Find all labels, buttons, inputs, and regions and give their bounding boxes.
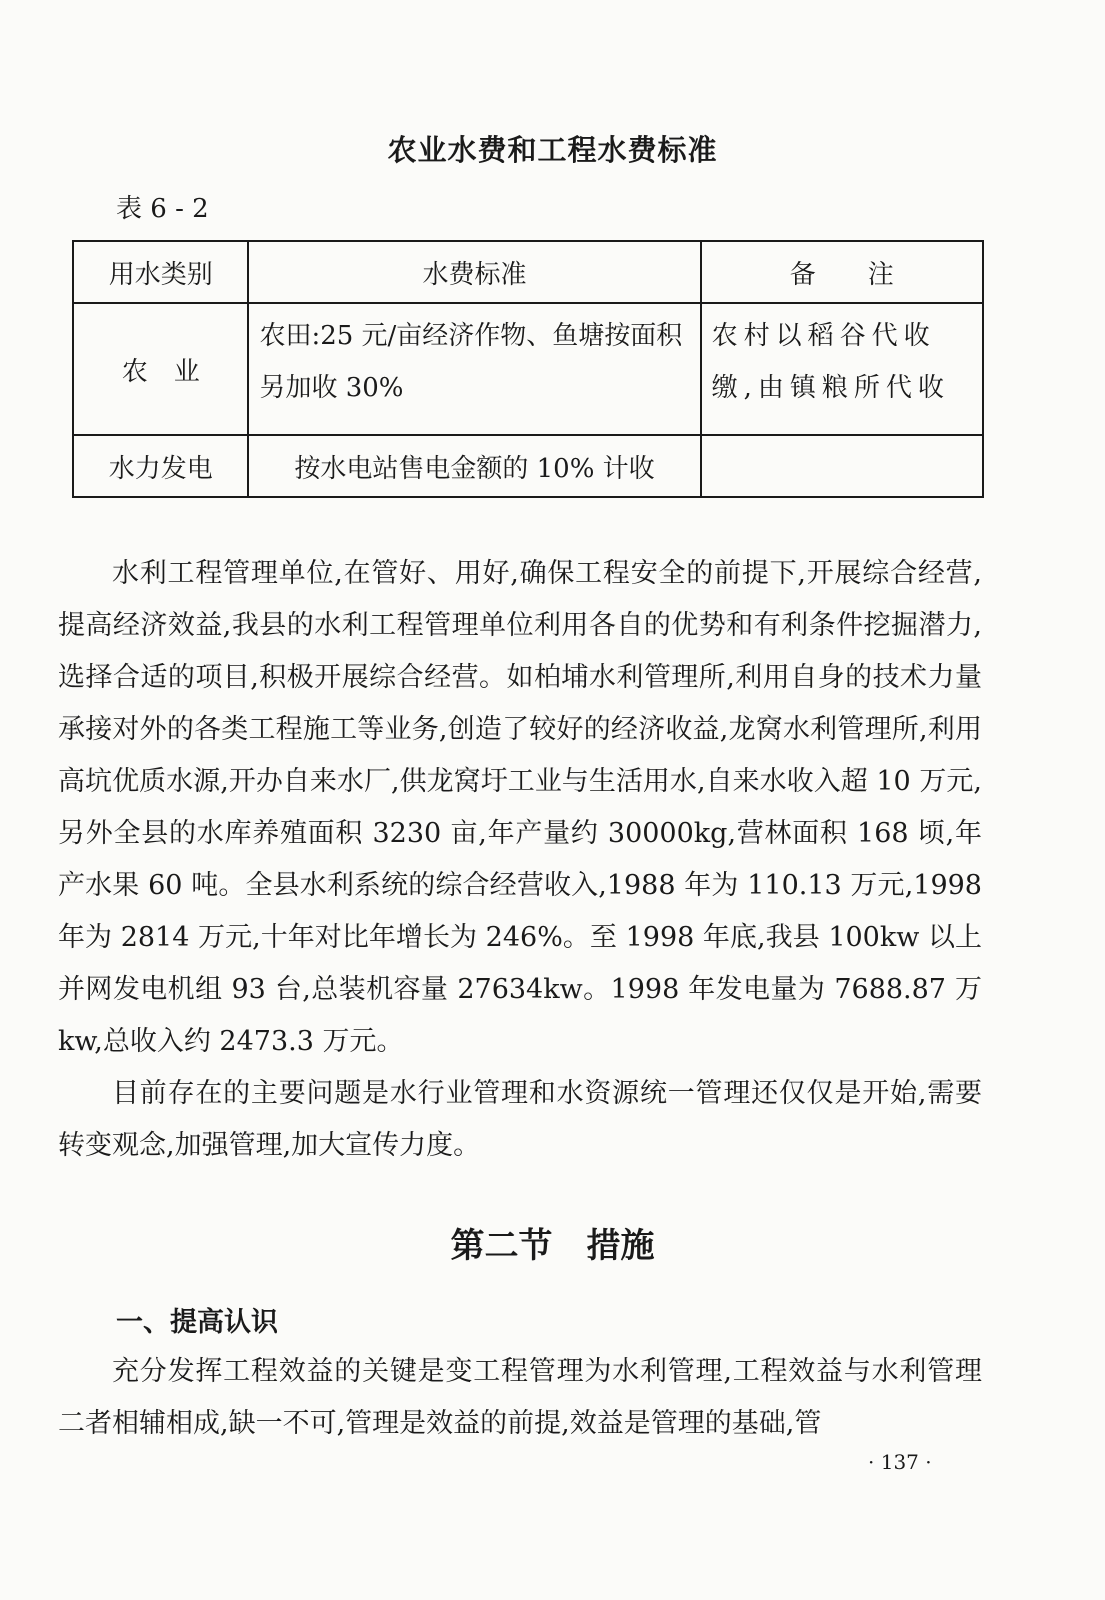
cell-standard: 农田:25 元/亩经济作物、鱼塘按面积另加收 30% bbox=[248, 303, 700, 435]
table-row bbox=[73, 303, 983, 435]
paragraph: 目前存在的主要问题是水行业管理和水资源统一管理还仅仅是开始,需要转变观念,加强管理,加大宣传力度。 bbox=[58, 1078, 982, 1161]
table-header-row bbox=[73, 241, 983, 303]
cell-category: 水力发电 bbox=[73, 435, 248, 497]
header-note: 备 注 bbox=[701, 241, 983, 303]
subheading: 一、提高认识 bbox=[116, 1307, 278, 1338]
header-category: 用水类别 bbox=[73, 241, 248, 303]
page-number: · 137 · bbox=[868, 1450, 932, 1474]
cell-standard: 按水电站售电金额的 10% 计收 bbox=[248, 435, 700, 497]
paragraph: 充分发挥工程效益的关键是变工程管理为水利管理,工程效益与水利管理二者相辅相成,缺一不可,管理是效益的前提,效益是管理的基础,管 bbox=[58, 1356, 982, 1439]
water-fee-table bbox=[72, 240, 984, 498]
section-heading: 第二节 措施 bbox=[450, 1226, 655, 1266]
section-body-text bbox=[58, 1346, 982, 1450]
table-number: 表 6 - 2 bbox=[116, 194, 209, 224]
cell-note: 农村以稻谷代收缴,由镇粮所代收 bbox=[701, 303, 983, 435]
table-title: 农业水费和工程水费标准 bbox=[387, 133, 718, 167]
body-text bbox=[58, 548, 982, 1172]
header-standard: 水费标准 bbox=[248, 241, 700, 303]
cell-category: 农 业 bbox=[73, 303, 248, 435]
table-row bbox=[73, 435, 983, 497]
paragraph: 水利工程管理单位,在管好、用好,确保工程安全的前提下,开展综合经营,提高经济效益,我县的水利工程管理单位利用各自的优势和有利条件挖掘潜力,选择合适的项目,积极开展综合经营。如柏埔水利管理所,利用自身的技术力量承接对外的各类工程施工等业务,创造了较好的经济收益,龙窝水利管理所,利用高坑优质水源,开办自来水厂,供龙窝圩工业与生活用水,自来水收入超 10 万元,另外全县的水库养殖面积 3230 亩,年产量约 30000kg,营林面积 168 顷,年产水果 60 吨。全县水利系统的综合经营收入,1988 年为 110.13 万元,1998 年为 2814 万元,十年对比年增长为 246%。至 1998 年底,我县 100kw 以上并网发电机组 93 台,总装机容量 27634kw。1998 年发电量为 7688.87 万 kw,总收入约 2473.3 万元。 bbox=[58, 558, 982, 1057]
cell-note bbox=[701, 435, 983, 497]
